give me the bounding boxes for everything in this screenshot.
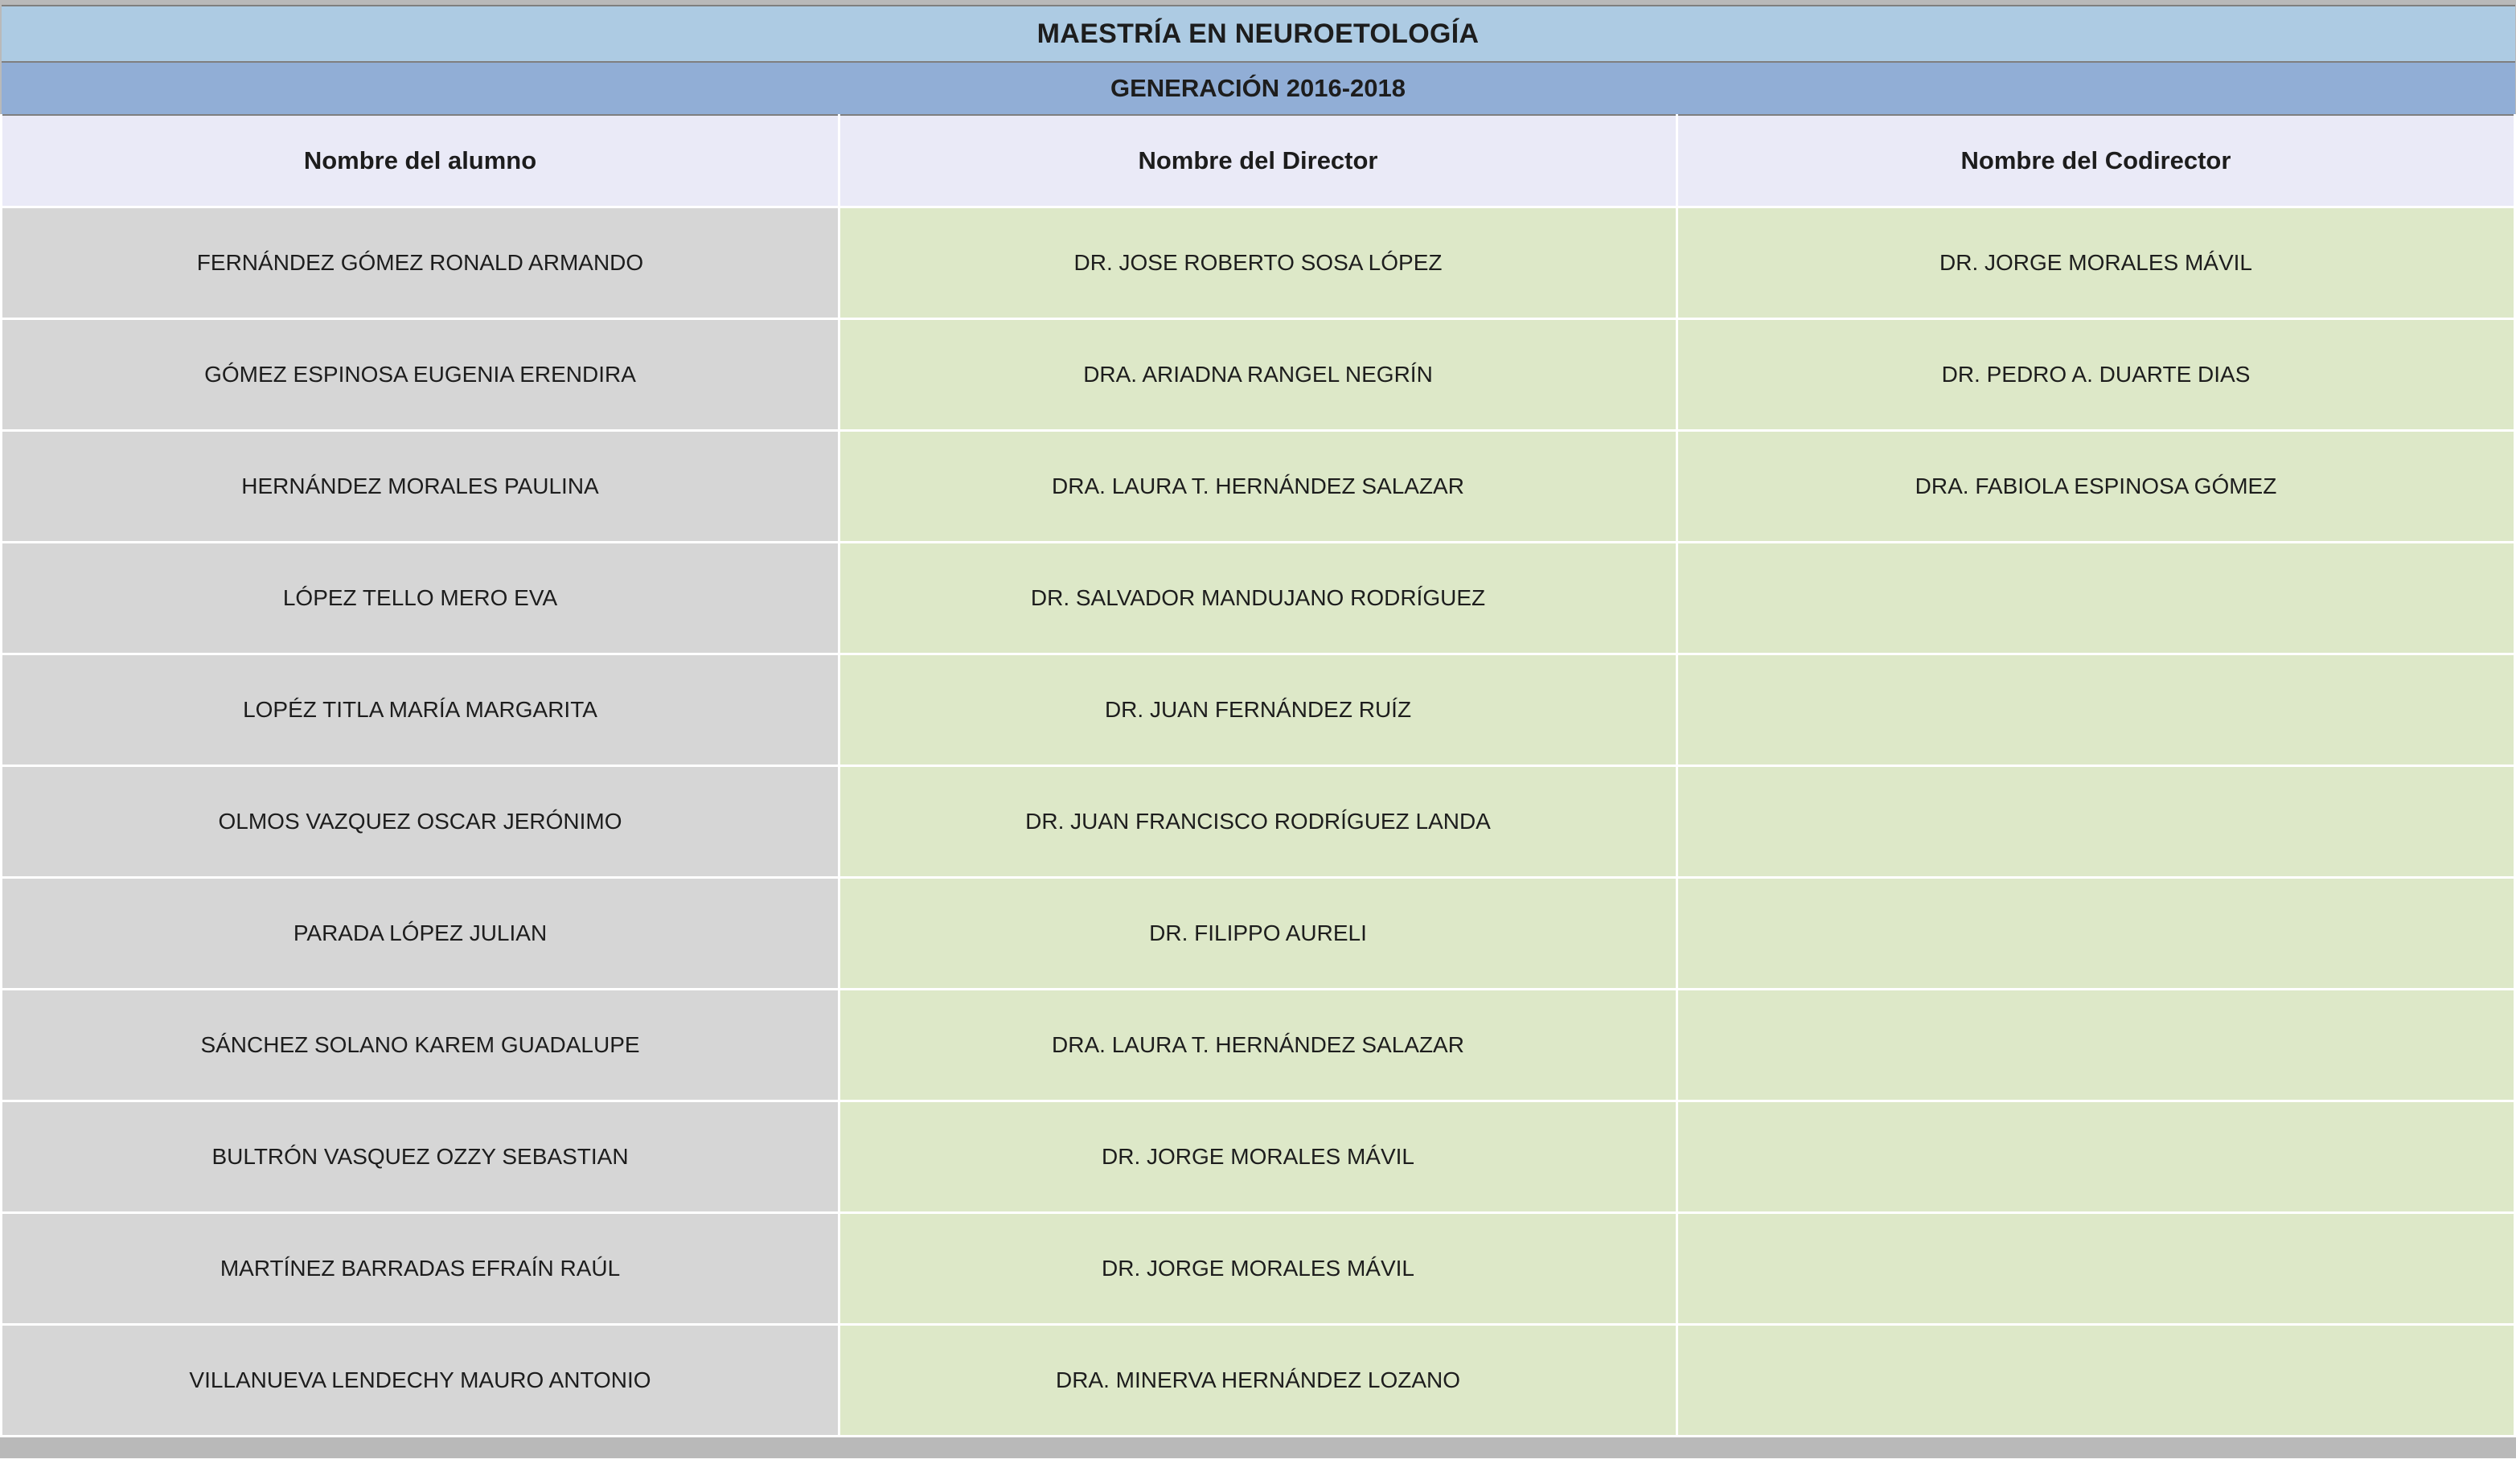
cell-codirector: DRA. FABIOLA ESPINOSA GÓMEZ [1677,431,2515,543]
cell-student: BULTRÓN VASQUEZ OZZY SEBASTIAN [2,1101,839,1213]
cell-student: LOPÉZ TITLA MARÍA MARGARITA [2,654,839,766]
table-row [2,766,2515,878]
table-row [2,990,2515,1101]
table-generation-row [2,62,2515,115]
cell-student: LÓPEZ TELLO MERO EVA [2,543,839,654]
table-row [2,207,2515,319]
cell-student: FERNÁNDEZ GÓMEZ RONALD ARMANDO [2,207,839,319]
cell-codirector [1677,543,2515,654]
cell-codirector [1677,990,2515,1101]
cell-director: DRA. LAURA T. HERNÁNDEZ SALAZAR [839,990,1677,1101]
table-row [2,319,2515,431]
students-table [0,5,2516,1437]
table-row [2,1325,2515,1437]
cell-director: DR. JUAN FRANCISCO RODRÍGUEZ LANDA [839,766,1677,878]
cell-director: DRA. MINERVA HERNÁNDEZ LOZANO [839,1325,1677,1437]
table-header-row [2,115,2515,207]
cell-director: DRA. ARIADNA RANGEL NEGRÍN [839,319,1677,431]
generation-label: GENERACIÓN 2016-2018 [2,62,2515,115]
cell-director: DR. SALVADOR MANDUJANO RODRÍGUEZ [839,543,1677,654]
cell-codirector [1677,1101,2515,1213]
cell-student: HERNÁNDEZ MORALES PAULINA [2,431,839,543]
document-title: MAESTRÍA EN NEUROETOLOGÍA [2,6,2515,62]
table-row [2,543,2515,654]
cell-student: VILLANUEVA LENDECHY MAURO ANTONIO [2,1325,839,1437]
cell-codirector [1677,654,2515,766]
cell-director: DR. JORGE MORALES MÁVIL [839,1101,1677,1213]
cell-codirector [1677,878,2515,990]
column-header-student: Nombre del alumno [2,115,839,207]
sheet-bottom-margin [0,1437,2516,1458]
cell-student: MARTÍNEZ BARRADAS EFRAÍN RAÚL [2,1213,839,1325]
cell-codirector [1677,1213,2515,1325]
table-row [2,878,2515,990]
cell-student: SÁNCHEZ SOLANO KAREM GUADALUPE [2,990,839,1101]
cell-director: DRA. LAURA T. HERNÁNDEZ SALAZAR [839,431,1677,543]
cell-student: PARADA LÓPEZ JULIAN [2,878,839,990]
column-header-codirector: Nombre del Codirector [1677,115,2515,207]
cell-codirector [1677,766,2515,878]
cell-director: DR. FILIPPO AURELI [839,878,1677,990]
cell-codirector [1677,1325,2515,1437]
cell-student: GÓMEZ ESPINOSA EUGENIA ERENDIRA [2,319,839,431]
cell-student: OLMOS VAZQUEZ OSCAR JERÓNIMO [2,766,839,878]
cell-director: DR. JORGE MORALES MÁVIL [839,1213,1677,1325]
table-body [2,6,2515,1437]
column-header-director: Nombre del Director [839,115,1677,207]
table-row [2,1213,2515,1325]
cell-director: DR. JUAN FERNÁNDEZ RUÍZ [839,654,1677,766]
table-row [2,654,2515,766]
table-row [2,431,2515,543]
cell-director: DR. JOSE ROBERTO SOSA LÓPEZ [839,207,1677,319]
cell-codirector: DR. JORGE MORALES MÁVIL [1677,207,2515,319]
table-row [2,1101,2515,1213]
table-title-row [2,6,2515,62]
cell-codirector: DR. PEDRO A. DUARTE DIAS [1677,319,2515,431]
